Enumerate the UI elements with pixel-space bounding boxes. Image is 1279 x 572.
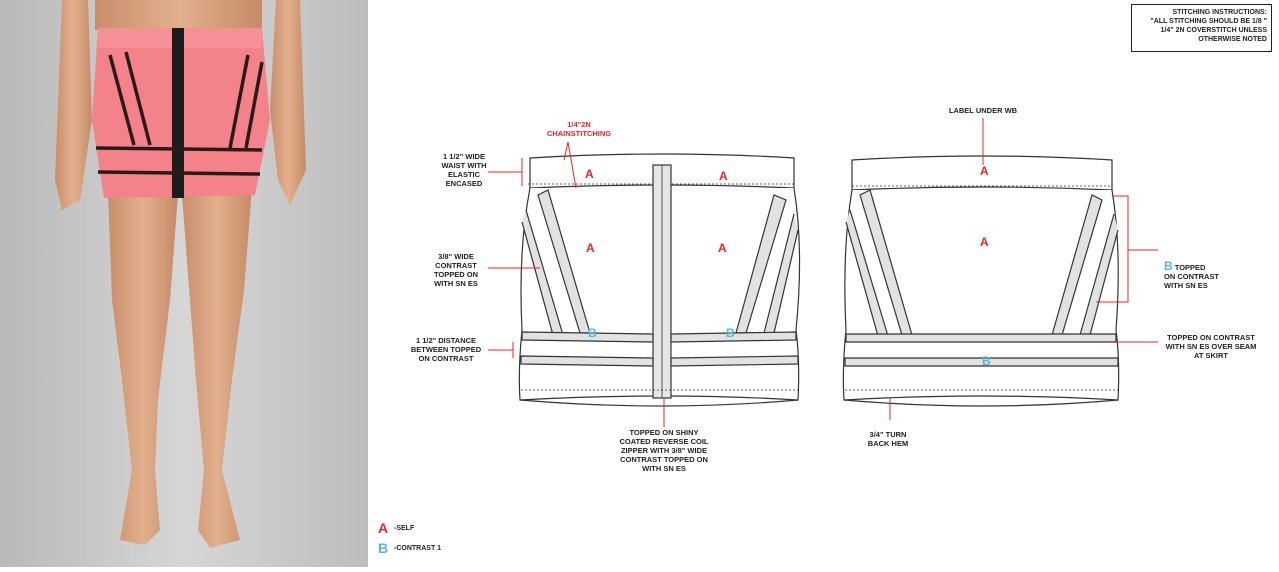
waist-note: 1 1/2" WIDE WAIST WITH ELASTIC ENCASED [441, 152, 487, 188]
contrast-note: 3/8" WIDE CONTRAST TOPPED ON WITH SN ES [433, 252, 479, 288]
front-skirt-sketch [519, 154, 799, 406]
hem-note: 3/4" TURN BACK HEM [867, 430, 909, 448]
distance-note: 1 1/2" DISTANCE BETWEEN TOPPED ON CONTRAST [410, 336, 482, 363]
mark-b-back: B [982, 354, 991, 368]
model-photo-illustration [0, 0, 368, 567]
label-note: LABEL UNDER WB [948, 106, 1018, 115]
stitching-title: STITCHING INSTRUCTIONS: [1172, 9, 1267, 16]
topped-note [1164, 259, 1252, 290]
legend [378, 518, 441, 558]
legend-row-self [378, 518, 441, 538]
mark-a-back: A [980, 235, 989, 249]
zipper-note: TOPPED ON SHINY COATED REVERSE COIL ZIPPER WITH 3/8" WIDE CONTRAST TOPPED ON WITH SN ES [619, 428, 709, 473]
chainstitch-note: 1/4"2N CHAINSTITCHING [546, 120, 612, 138]
mark-a-front-wb-right: A [719, 169, 728, 183]
mark-a-front-wb-left: A [585, 167, 594, 181]
tech-sheet [368, 0, 1279, 567]
flat-sketch [368, 0, 1279, 567]
legend-label-self: -SELF [394, 524, 415, 532]
topped-b-mark: B [1164, 259, 1173, 273]
seam-note: TOPPED ON CONTRAST WITH SN ES OVER SEAM AT SKIRT [1165, 333, 1257, 360]
legend-letter-b: B [378, 540, 389, 556]
mark-a-front-right: A [718, 241, 727, 255]
stitching-body: "ALL STITCHING SHOULD BE 1/8 " 1/4" 2N COVERSTITCH UNLESS OTHERWISE NOTED [1150, 18, 1267, 43]
legend-label-contrast: -CONTRAST 1 [394, 544, 442, 552]
topped-label: TOPPED [1174, 263, 1206, 272]
model-photo [0, 0, 368, 567]
mark-a-back-wb: A [980, 164, 989, 178]
legend-letter-a: A [378, 520, 389, 536]
mark-a-front-left: A [586, 241, 595, 255]
topped-rest: ON CONTRAST WITH SN ES [1164, 272, 1219, 290]
mark-b-front-left: B [588, 326, 597, 340]
mark-b-front-right: B [726, 326, 735, 340]
stitching-instructions [1131, 4, 1272, 52]
legend-row-contrast [378, 538, 441, 558]
back-skirt-sketch [843, 156, 1118, 406]
